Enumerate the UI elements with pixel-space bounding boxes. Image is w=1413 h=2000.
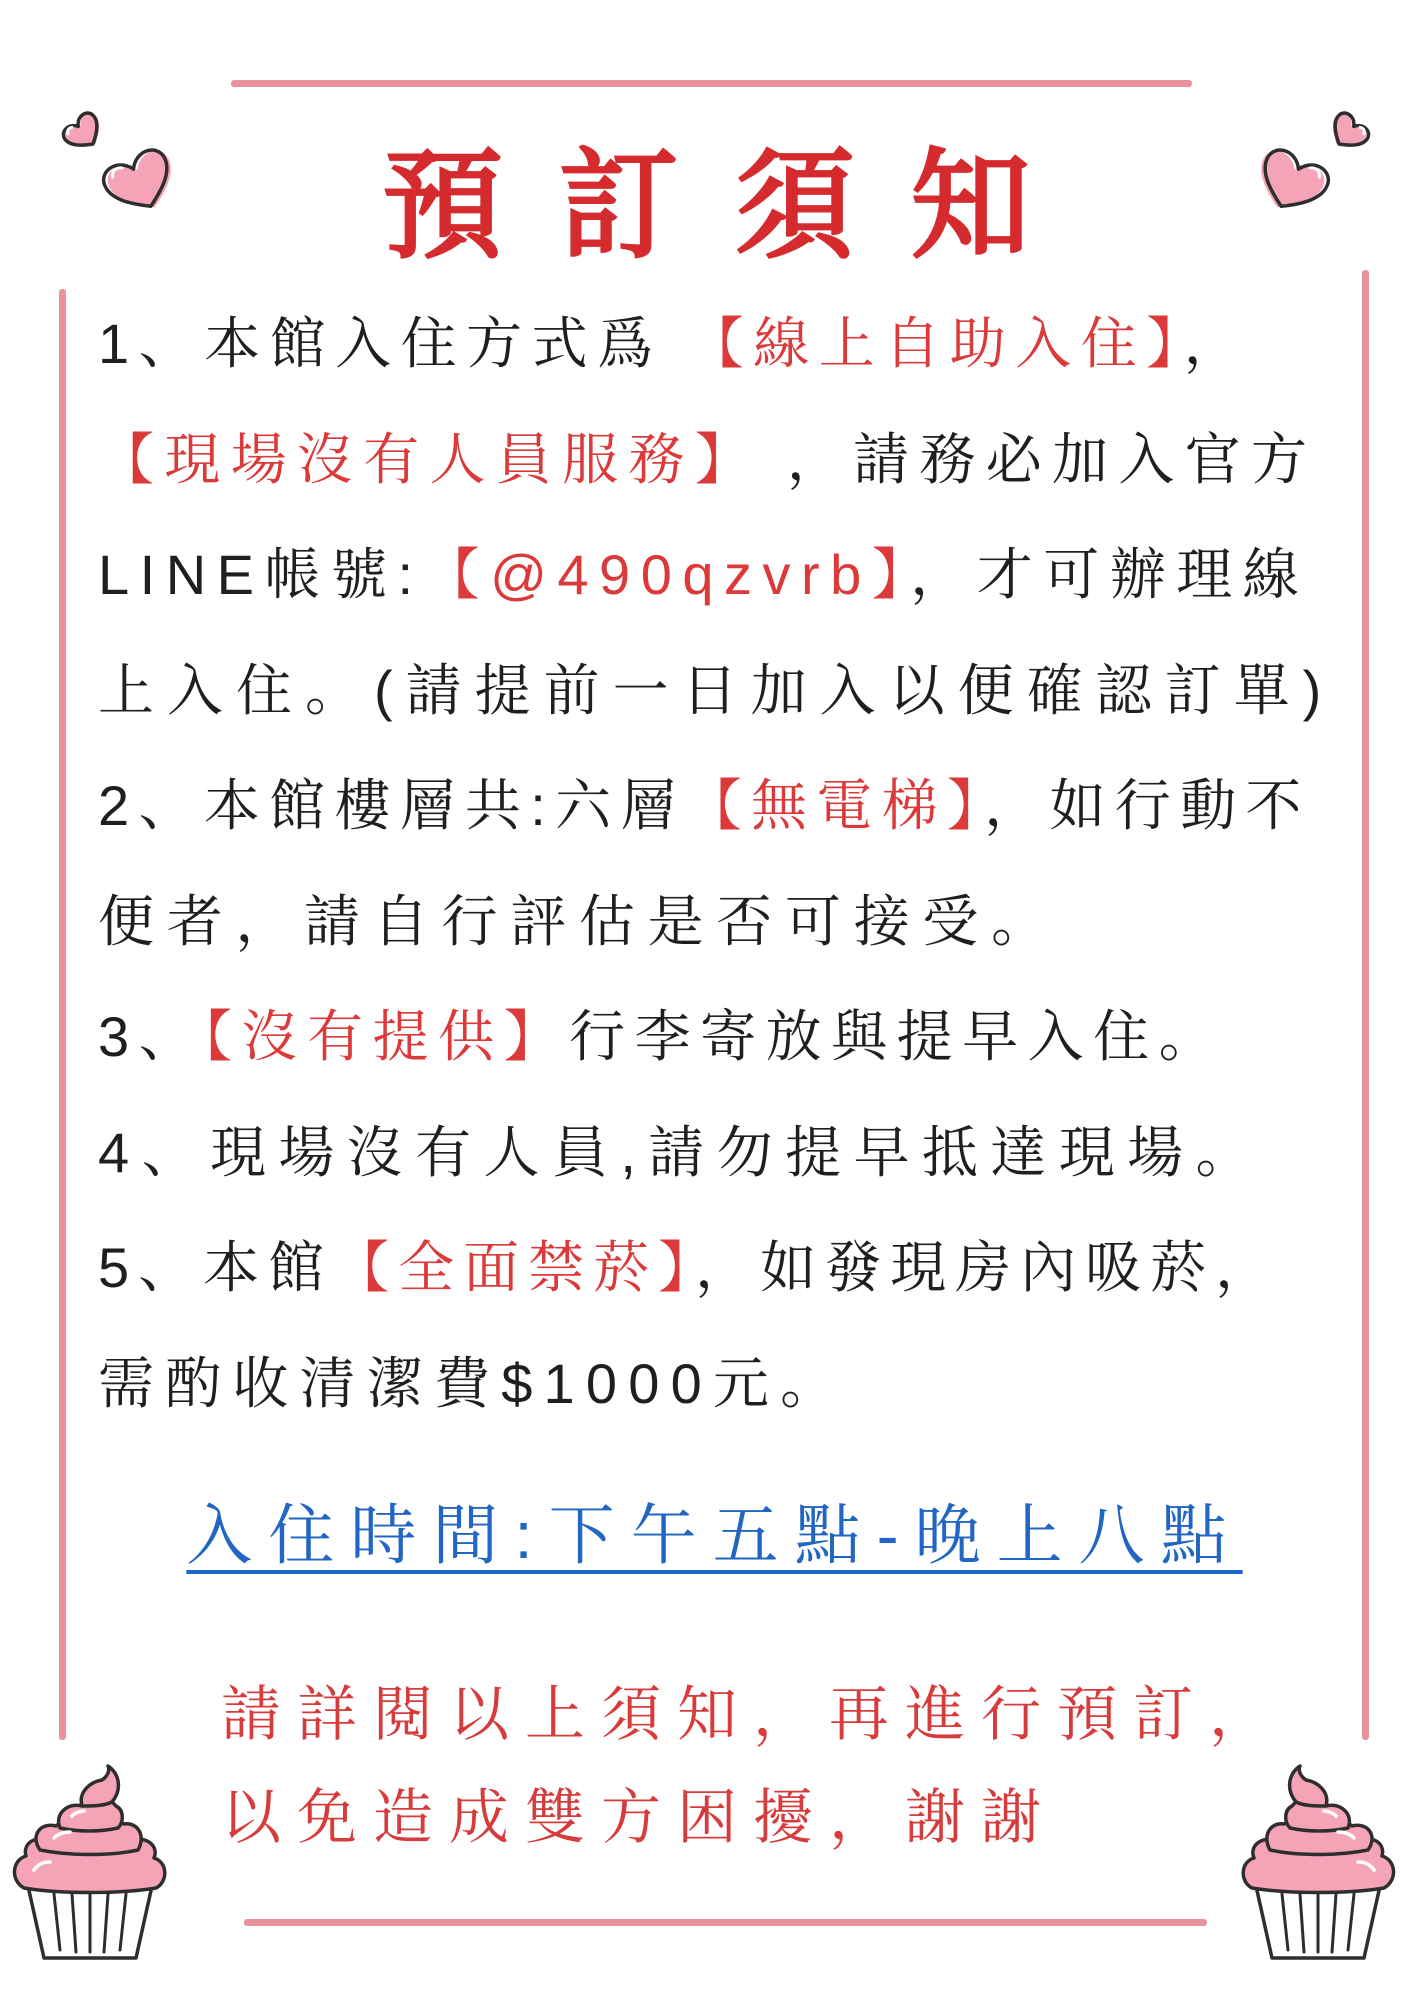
notice-text: 便者，請自行評估是否可接受。 — [98, 889, 1060, 953]
closing-line-2: 以免造成雙方困擾，謝謝 — [221, 1784, 1057, 1851]
notice-text: ，如發現房內吸菸， — [695, 1236, 1281, 1299]
notice-line-8 — [98, 1095, 1388, 1211]
notice-line-1 — [98, 286, 1388, 402]
checkin-time — [0, 1485, 1413, 1585]
line-id-highlight: 【@490qzvrb】 — [423, 543, 911, 606]
notice-line-6 — [98, 864, 1388, 980]
highlight-text: 【沒有提供】 — [204, 1005, 570, 1068]
closing-message — [221, 1663, 1371, 1869]
notice-text: 1、本館入住方式爲 — [98, 312, 688, 375]
notice-list — [98, 286, 1388, 1441]
closing-line-1: 請詳閱以上須知，再進行預訂， — [221, 1681, 1285, 1748]
highlight-text: 【現場沒有人員服務】 — [98, 427, 761, 491]
notice-line-9 — [98, 1210, 1388, 1326]
notice-line-7 — [98, 979, 1388, 1095]
notice-line-4 — [98, 633, 1388, 749]
cupcake-icon — [1238, 1762, 1398, 1962]
notice-text: ，如行動不 — [984, 774, 1311, 837]
notice-line-3 — [98, 517, 1388, 633]
notice-text: 需酌收清潔費$1000元。 — [98, 1351, 848, 1415]
notice-text: ， — [1183, 312, 1250, 375]
notice-text: 5、本館 — [98, 1236, 334, 1299]
notice-line-10 — [98, 1326, 1388, 1442]
notice-text: 2、本館樓層共:六層 — [98, 774, 686, 837]
top-divider — [231, 80, 1192, 87]
notice-line-5 — [98, 748, 1388, 864]
cupcake-frosting-tip — [81, 1766, 118, 1806]
cupcake-shape — [1243, 1766, 1393, 1958]
notice-text: ，請務必加入官方 — [761, 427, 1318, 491]
page-title: 預訂須知 — [382, 139, 1087, 273]
notice-text: 4、現場沒有人員,請勿提早抵達現場。 — [98, 1120, 1264, 1184]
notice-line-2 — [98, 402, 1388, 518]
bottom-divider — [244, 1919, 1207, 1926]
cupcake-icon — [10, 1762, 170, 1962]
notice-text: 3、 — [98, 1005, 205, 1068]
highlight-text: 【線上自助入住】 — [687, 312, 1184, 375]
notice-text: 上入住。(請提前一日加入以便確認訂單) — [98, 658, 1335, 722]
highlight-text: 【全面禁菸】 — [333, 1236, 696, 1299]
notice-text: LINE帳號: — [98, 543, 424, 606]
notice-text: 行李寄放與提早入住。 — [569, 1005, 1225, 1068]
notice-text: ，才可辦理線 — [910, 543, 1310, 606]
checkin-time-text: 入住時間:下午五點-晚上八點 — [186, 1498, 1243, 1572]
highlight-text: 【無電梯】 — [685, 774, 985, 837]
